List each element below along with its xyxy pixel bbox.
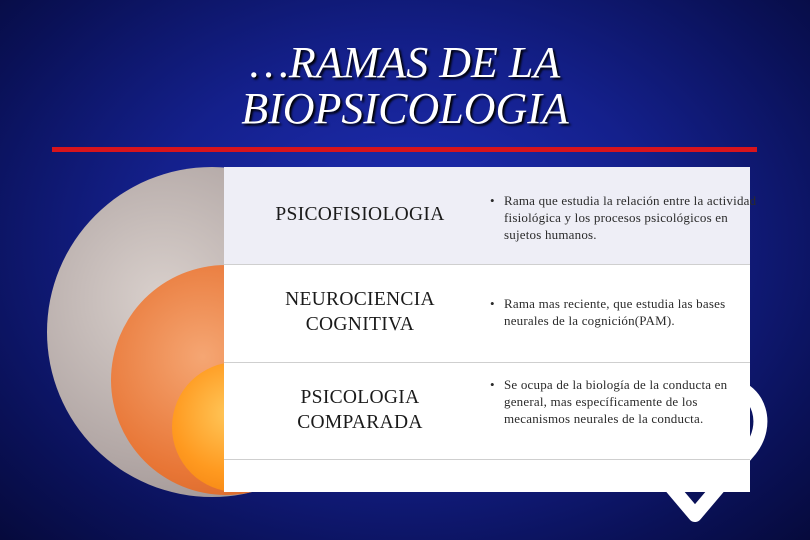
branch-description: • Se ocupa de la biología de la conducta en general, mas específicamente de los mecanismos neurales de la conducta. bbox=[490, 377, 728, 426]
bullet-glyph: • bbox=[490, 193, 495, 208]
branches-table bbox=[224, 167, 757, 492]
slide-title bbox=[150, 40, 660, 132]
branch-description: • Rama mas reciente, que estudia las bases neurales de la cognición(PAM). bbox=[490, 296, 726, 328]
branch-label: PSICOLOGIA COMPARADA bbox=[297, 387, 423, 433]
bullet-glyph: • bbox=[490, 377, 495, 392]
table-row-psicofisiologia bbox=[224, 167, 757, 265]
branch-label: NEUROCIENCIA COGNITIVA bbox=[285, 289, 435, 335]
branch-label: PSICOFISIOLOGIA bbox=[275, 204, 445, 225]
title-line-2: BIOPSICOLOGIA bbox=[241, 84, 569, 133]
bullet-glyph: • bbox=[490, 296, 495, 311]
title-line-1: …RAMAS DE LA bbox=[249, 38, 561, 87]
table-row-neurociencia-cognitiva bbox=[224, 265, 750, 363]
title-underline bbox=[52, 147, 757, 152]
branch-description: • Rama que estudia la relación entre la actividad fisiológica y los procesos psicológicos en sujetos humanos. bbox=[490, 193, 757, 242]
table-row-psicologia-comparada bbox=[224, 363, 750, 460]
